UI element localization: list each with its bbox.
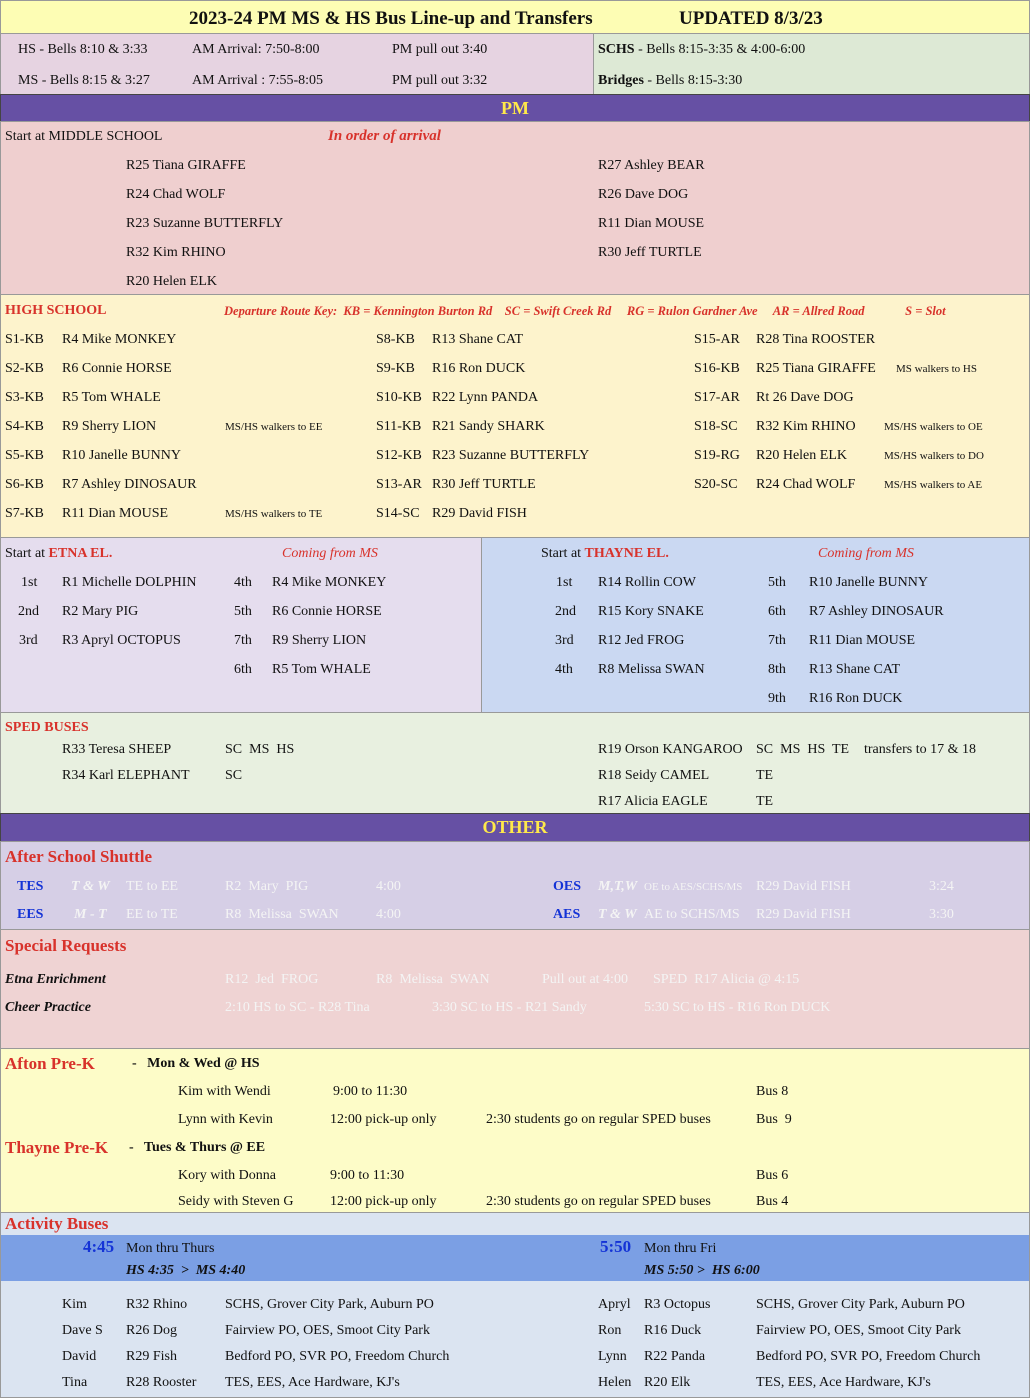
hs-bus: R10 Janelle BUNNY bbox=[62, 448, 181, 463]
hs-slot: S3-KB bbox=[5, 390, 44, 405]
activity-right-sub: MS 5:50 > HS 6:00 bbox=[644, 1263, 760, 1278]
shuttle-route: AE to SCHS/MS bbox=[644, 907, 740, 922]
special-item: 5:30 SC to HS - R16 Ron DUCK bbox=[644, 1000, 831, 1015]
activity-driver: Apryl bbox=[598, 1297, 631, 1312]
list-item: R30 Jeff TURTLE bbox=[598, 245, 702, 260]
thayne-order: 9th bbox=[768, 691, 786, 706]
list-item: R24 Chad WOLF bbox=[126, 187, 226, 202]
thayne-coming: Coming from MS bbox=[818, 546, 914, 561]
activity-bus: R20 Elk bbox=[644, 1375, 691, 1390]
activity-route: TES, EES, Ace Hardware, KJ's bbox=[756, 1375, 931, 1390]
list-item: R11 Dian MOUSE bbox=[598, 216, 705, 231]
activity-bus: R22 Panda bbox=[644, 1349, 706, 1364]
hs-pullout: PM pull out 3:40 bbox=[392, 42, 488, 57]
afton-heading: Afton Pre-K bbox=[5, 1054, 95, 1073]
etna-order: 4th bbox=[234, 575, 252, 590]
thayne-order: 1st bbox=[556, 575, 573, 590]
etna-bus: R5 Tom WHALE bbox=[272, 662, 371, 677]
hs-bus: R20 Helen ELK bbox=[756, 448, 847, 463]
etna-bus: R1 Michelle DOLPHIN bbox=[62, 575, 197, 590]
prek-who: Seidy with Steven G bbox=[178, 1194, 294, 1209]
prek-bus: Bus 4 bbox=[756, 1194, 789, 1209]
hs-note: MS/HS walkers to TE bbox=[225, 508, 323, 520]
thayne-bus: R15 Kory SNAKE bbox=[598, 604, 704, 619]
prek-time: 12:00 pick-up only bbox=[330, 1112, 437, 1127]
activity-driver: Kim bbox=[62, 1297, 87, 1312]
hs-slot: S5-KB bbox=[5, 448, 44, 463]
sped-bus: R34 Karl ELEPHANT bbox=[62, 768, 190, 783]
thayne-section bbox=[481, 537, 1030, 713]
activity-route: SCHS, Grover City Park, Auburn PO bbox=[756, 1297, 965, 1312]
high-school-section bbox=[0, 294, 1030, 538]
sped-section bbox=[0, 712, 1030, 814]
thayne-order: 3rd bbox=[555, 633, 574, 648]
shuttle-days: T & W bbox=[598, 907, 637, 922]
title-bar bbox=[0, 0, 1030, 34]
prek-time: 9:00 to 11:30 bbox=[330, 1168, 405, 1183]
hs-slot: S2-KB bbox=[5, 361, 44, 376]
special-item: Pull out at 4:00 bbox=[542, 972, 628, 987]
thayne-bus: R7 Ashley DINOSAUR bbox=[809, 604, 944, 619]
hs-heading: HIGH SCHOOL bbox=[5, 303, 107, 318]
bridges-name: Bridges bbox=[598, 73, 644, 88]
list-item: R20 Helen ELK bbox=[126, 274, 217, 289]
page-title: 2023-24 PM MS & HS Bus Line-up and Transfers bbox=[189, 8, 593, 29]
shuttle-school: OES bbox=[553, 879, 582, 894]
etna-coming: Coming from MS bbox=[282, 546, 378, 561]
hs-arrival: AM Arrival: 7:50-8:00 bbox=[192, 42, 320, 57]
shuttle-time: 4:00 bbox=[376, 879, 401, 894]
activity-route: Bedford PO, SVR PO, Freedom Church bbox=[225, 1349, 450, 1364]
route-key: Departure Route Key: KB = Kennington Burton Rd SC = Swift Creek Rd RG = Rulon Gardner Ave AR = Allred Road S = Slot bbox=[224, 304, 946, 318]
prek-section bbox=[0, 1048, 1030, 1213]
shuttle-school: TES bbox=[17, 879, 44, 894]
ms-arrival: AM Arrival : 7:55-8:05 bbox=[192, 73, 324, 88]
ms-pullout: PM pull out 3:32 bbox=[392, 73, 488, 88]
special-item: 3:30 SC to HS - R21 Sandy bbox=[432, 1000, 587, 1015]
thayne-prek-when: - Tues & Thurs @ EE bbox=[129, 1140, 266, 1155]
etna-order: 2nd bbox=[18, 604, 39, 619]
hs-bus: R4 Mike MONKEY bbox=[62, 332, 177, 347]
hs-slot: S16-KB bbox=[694, 361, 740, 376]
activity-bus: R32 Rhino bbox=[126, 1297, 188, 1312]
shuttle-school: AES bbox=[553, 907, 581, 922]
activity-driver: Lynn bbox=[598, 1349, 627, 1364]
shuttle-bus: R29 David FISH bbox=[756, 879, 851, 894]
activity-route: TES, EES, Ace Hardware, KJ's bbox=[225, 1375, 400, 1390]
hs-slot: S6-KB bbox=[5, 477, 44, 492]
thayne-order: 4th bbox=[555, 662, 573, 677]
thayne-bus: R14 Rollin COW bbox=[598, 575, 697, 590]
hs-slot: S20-SC bbox=[694, 477, 738, 492]
shuttle-time: 3:24 bbox=[929, 879, 954, 894]
thayne-school: THAYNE EL. bbox=[584, 546, 669, 561]
hs-bus: R6 Connie HORSE bbox=[62, 361, 172, 376]
etna-bus: R3 Apryl OCTOPUS bbox=[62, 633, 181, 648]
cheer-practice-label: Cheer Practice bbox=[5, 1000, 91, 1015]
hs-bus: R21 Sandy SHARK bbox=[432, 419, 545, 434]
hs-bus: R25 Tiana GIRAFFE bbox=[756, 361, 876, 376]
prek-who: Kim with Wendi bbox=[178, 1084, 271, 1099]
shuttle-days: M,T,W bbox=[598, 879, 638, 894]
shuttle-days: M - T bbox=[74, 907, 107, 922]
hs-note: MS/HS walkers to AE bbox=[884, 479, 983, 491]
hs-bus: R24 Chad WOLF bbox=[756, 477, 856, 492]
shuttle-time: 4:00 bbox=[376, 907, 401, 922]
hs-slot: S8-KB bbox=[376, 332, 415, 347]
etna-bus: R9 Sherry LION bbox=[272, 633, 367, 648]
afton-when: - Mon & Wed @ HS bbox=[132, 1056, 260, 1071]
hs-bus: R22 Lynn PANDA bbox=[432, 390, 539, 405]
sped-note: transfers to 17 & 18 bbox=[864, 742, 976, 757]
prek-note: 2:30 students go on regular SPED buses bbox=[486, 1194, 711, 1209]
shuttle-school: EES bbox=[17, 907, 44, 922]
activity-driver: Dave S bbox=[62, 1323, 103, 1338]
activity-heading: Activity Buses bbox=[5, 1214, 109, 1233]
sped-schools: TE bbox=[756, 768, 774, 783]
activity-driver: Tina bbox=[62, 1375, 88, 1390]
list-item: R32 Kim RHINO bbox=[126, 245, 226, 260]
etna-bus: R2 Mary PIG bbox=[62, 604, 139, 619]
etna-school: ETNA EL. bbox=[48, 546, 113, 561]
hs-slot: S13-AR bbox=[376, 477, 422, 492]
activity-left-time: 4:45 bbox=[83, 1237, 115, 1256]
sped-schools: SC MS HS bbox=[225, 742, 295, 757]
thayne-order: 6th bbox=[768, 604, 786, 619]
etna-enrichment-label: Etna Enrichment bbox=[5, 972, 106, 987]
thayne-order: 7th bbox=[768, 633, 786, 648]
hs-bus: R16 Ron DUCK bbox=[432, 361, 526, 376]
shuttle-section bbox=[0, 841, 1030, 930]
list-item: R25 Tiana GIRAFFE bbox=[126, 158, 246, 173]
shuttle-time: 3:30 bbox=[929, 907, 954, 922]
special-item: R8 Melissa SWAN bbox=[376, 972, 490, 987]
hs-bus: R13 Shane CAT bbox=[432, 332, 523, 347]
activity-route: Fairview PO, OES, Smoot City Park bbox=[225, 1323, 430, 1338]
hs-bus: R28 Tina ROOSTER bbox=[756, 332, 876, 347]
thayne-order: 5th bbox=[768, 575, 786, 590]
etna-bus: R4 Mike MONKEY bbox=[272, 575, 387, 590]
activity-left-days: Mon thru Thurs bbox=[126, 1241, 215, 1256]
hs-bus: R23 Suzanne BUTTERFLY bbox=[432, 448, 590, 463]
sped-bus: R19 Orson KANGAROO bbox=[598, 742, 743, 757]
list-item: R26 Dave DOG bbox=[598, 187, 689, 202]
etna-bus: R6 Connie HORSE bbox=[272, 604, 382, 619]
hs-slot: S10-KB bbox=[376, 390, 422, 405]
sped-heading: SPED BUSES bbox=[5, 720, 89, 735]
thayne-order: 2nd bbox=[555, 604, 576, 619]
schs-bells: - Bells 8:15-3:35 & 4:00-6:00 bbox=[634, 42, 806, 57]
hs-bus: R5 Tom WHALE bbox=[62, 390, 161, 405]
shuttle-route: EE to TE bbox=[126, 907, 178, 922]
thayne-start: Start at bbox=[541, 546, 585, 561]
hs-slot: S15-AR bbox=[694, 332, 740, 347]
prek-time: 12:00 pick-up only bbox=[330, 1194, 437, 1209]
bells-schs-bridges bbox=[593, 33, 1030, 95]
activity-driver: Ron bbox=[598, 1323, 622, 1338]
hs-slot: S17-AR bbox=[694, 390, 740, 405]
activity-right-time: 5:50 bbox=[600, 1237, 632, 1256]
etna-section bbox=[0, 537, 482, 713]
prek-bus: Bus 6 bbox=[756, 1168, 789, 1183]
shuttle-bus: R8 Melissa SWAN bbox=[225, 907, 339, 922]
shuttle-bus: R29 David FISH bbox=[756, 907, 851, 922]
prek-bus: Bus 9 bbox=[756, 1112, 792, 1127]
prek-note: 2:30 students go on regular SPED buses bbox=[486, 1112, 711, 1127]
list-item: R27 Ashley BEAR bbox=[598, 158, 705, 173]
hs-note: MS/HS walkers to EE bbox=[225, 421, 323, 433]
activity-right-days: Mon thru Fri bbox=[644, 1241, 717, 1256]
hs-slot: S9-KB bbox=[376, 361, 415, 376]
etna-order: 3rd bbox=[19, 633, 38, 648]
prek-time: 9:00 to 11:30 bbox=[333, 1084, 408, 1099]
activity-bus: R3 Octopus bbox=[644, 1297, 711, 1312]
sped-schools: SC MS HS TE bbox=[756, 742, 850, 757]
special-item: SPED R17 Alicia @ 4:15 bbox=[653, 972, 800, 987]
hs-bus: R9 Sherry LION bbox=[62, 419, 157, 434]
sped-bus: R33 Teresa SHEEP bbox=[62, 742, 172, 757]
shuttle-days: T & W bbox=[71, 879, 110, 894]
shuttle-route: OE to AES/SCHS/MS bbox=[644, 881, 743, 893]
activity-bus: R26 Dog bbox=[126, 1323, 177, 1338]
hs-note: MS/HS walkers to DO bbox=[884, 450, 984, 462]
etna-order: 5th bbox=[234, 604, 252, 619]
thayne-bus: R11 Dian MOUSE bbox=[809, 633, 916, 648]
activity-bus: R29 Fish bbox=[126, 1349, 177, 1364]
bridges-bells: - Bells 8:15-3:30 bbox=[643, 73, 743, 88]
special-item: 2:10 HS to SC - R28 Tina bbox=[225, 1000, 370, 1015]
special-requests-section bbox=[0, 929, 1030, 1049]
hs-bus: R32 Kim RHINO bbox=[756, 419, 856, 434]
thayne-order: 8th bbox=[768, 662, 786, 677]
activity-driver: Helen bbox=[598, 1375, 632, 1390]
hs-slot: S12-KB bbox=[376, 448, 422, 463]
shuttle-route: TE to EE bbox=[126, 879, 179, 894]
hs-bus: Rt 26 Dave DOG bbox=[756, 390, 854, 405]
thayne-bus: R8 Melissa SWAN bbox=[598, 662, 705, 677]
etna-order: 1st bbox=[21, 575, 38, 590]
etna-order: 6th bbox=[234, 662, 252, 677]
pm-banner: PM bbox=[0, 94, 1030, 122]
updated-date: UPDATED 8/3/23 bbox=[679, 8, 823, 29]
sped-schools: SC bbox=[225, 768, 243, 783]
special-item: R12 Jed FROG bbox=[225, 972, 319, 987]
thayne-bus: R13 Shane CAT bbox=[809, 662, 900, 677]
activity-bus: R16 Duck bbox=[644, 1323, 702, 1338]
list-item: R23 Suzanne BUTTERFLY bbox=[126, 216, 284, 231]
activity-section bbox=[0, 1212, 1030, 1398]
hs-bus: R11 Dian MOUSE bbox=[62, 506, 169, 521]
hs-bus: R29 David FISH bbox=[432, 506, 527, 521]
thayne-bus: R16 Ron DUCK bbox=[809, 691, 903, 706]
middle-school-section bbox=[0, 121, 1030, 295]
shuttle-bus: R2 Mary PIG bbox=[225, 879, 309, 894]
hs-note: MS/HS walkers to OE bbox=[884, 421, 983, 433]
sped-bus: R18 Seidy CAMEL bbox=[598, 768, 710, 783]
hs-bus: R7 Ashley DINOSAUR bbox=[62, 477, 197, 492]
hs-slot: S7-KB bbox=[5, 506, 44, 521]
ms-bells: MS - Bells 8:15 & 3:27 bbox=[18, 73, 150, 88]
prek-who: Lynn with Kevin bbox=[178, 1112, 273, 1127]
hs-slot: S19-RG bbox=[694, 448, 740, 463]
hs-bus: R30 Jeff TURTLE bbox=[432, 477, 536, 492]
activity-route: SCHS, Grover City Park, Auburn PO bbox=[225, 1297, 434, 1312]
activity-route: Bedford PO, SVR PO, Freedom Church bbox=[756, 1349, 981, 1364]
ms-order-note: In order of arrival bbox=[328, 128, 441, 144]
activity-route: Fairview PO, OES, Smoot City Park bbox=[756, 1323, 961, 1338]
activity-left-sub: HS 4:35 > MS 4:40 bbox=[126, 1263, 246, 1278]
thayne-bus: R10 Janelle BUNNY bbox=[809, 575, 928, 590]
ms-start: Start at MIDDLE SCHOOL bbox=[5, 129, 163, 144]
bells-hs-ms bbox=[0, 33, 594, 95]
hs-slot: S11-KB bbox=[376, 419, 422, 434]
prek-who: Kory with Donna bbox=[178, 1168, 276, 1183]
etna-start: Start at bbox=[5, 546, 49, 561]
hs-slot: S14-SC bbox=[376, 506, 420, 521]
special-heading: Special Requests bbox=[5, 936, 127, 955]
schs-name: SCHS bbox=[598, 42, 635, 57]
prek-bus: Bus 8 bbox=[756, 1084, 789, 1099]
sped-bus: R17 Alicia EAGLE bbox=[598, 794, 708, 809]
hs-slot: S18-SC bbox=[694, 419, 738, 434]
thayne-bus: R12 Jed FROG bbox=[598, 633, 685, 648]
hs-note: MS walkers to HS bbox=[896, 363, 977, 375]
activity-driver: David bbox=[62, 1349, 97, 1364]
thayne-prek-heading: Thayne Pre-K bbox=[5, 1138, 109, 1157]
shuttle-heading: After School Shuttle bbox=[5, 847, 153, 866]
sped-schools: TE bbox=[756, 794, 774, 809]
hs-bells: HS - Bells 8:10 & 3:33 bbox=[18, 42, 148, 57]
hs-slot: S4-KB bbox=[5, 419, 44, 434]
activity-bus: R28 Rooster bbox=[126, 1375, 197, 1390]
other-banner: OTHER bbox=[0, 813, 1030, 842]
hs-slot: S1-KB bbox=[5, 332, 44, 347]
etna-order: 7th bbox=[234, 633, 252, 648]
